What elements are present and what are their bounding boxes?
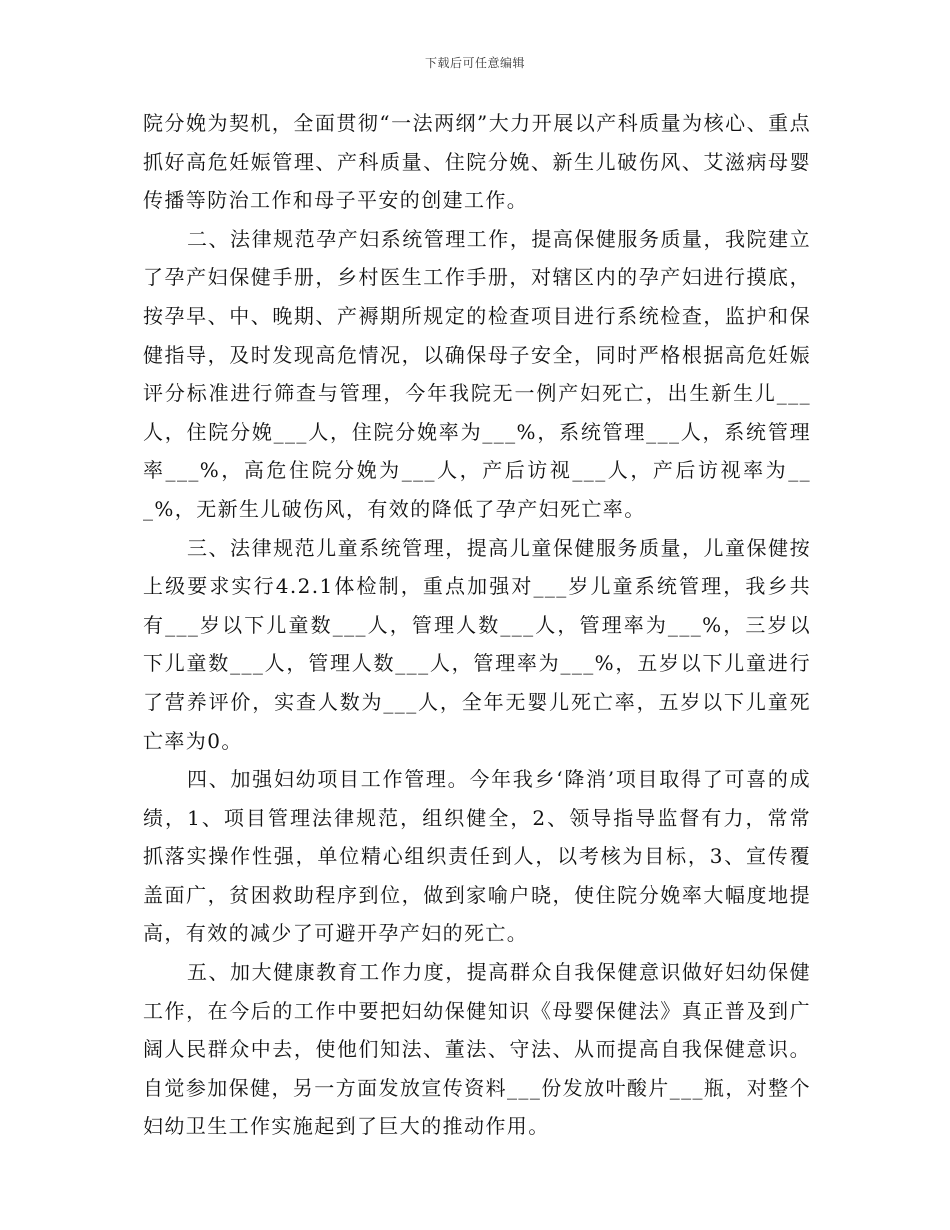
page-header-note: 下载后可任意编辑 bbox=[424, 56, 525, 70]
paragraph-continuation: 院分娩为契机，全面贯彻“一法两纲”大力开展以产科质量为核心、重点抓好高危妊娠管理、产科质量、住院分娩、新生儿破伤风、艾滋病母婴传播等防治工作和母子平安的创建工作。 bbox=[143, 111, 811, 213]
paragraph-section-4: 四、加强妇幼项目工作管理。今年我乡‘降消’项目取得了可喜的成绩，1、项目管理法律规范，组织健全，2、领导指导监督有力，常常抓落实操作性强，单位精心组织责任到人，以考核为目标，3、宣传覆盖面广，贫困救助程序到位，做到家喻户晓，使住院分娩率大幅度地提高，有效的减少了可避开孕产妇的死亡。 bbox=[143, 767, 811, 946]
paragraph-section-5: 五、加大健康教育工作力度，提高群众自我保健意识做好妇幼保健工作，在今后的工作中要把妇幼保健知识《母婴保健法》真正普及到广阔人民群众中去，使他们知法、董法、守法、从而提高自我保健意识。自觉参加保健，另一方面发放宣传资料___份发放叶酸片___瓶，对整个妇幼卫生工作实施起到了巨大的推动作用。 bbox=[143, 960, 811, 1139]
paragraph-section-3: 三、法律规范儿童系统管理，提高儿童保健服务质量，儿童保健按上级要求实行4.2.1体检制，重点加强对___岁儿童系统管理，我乡共有___岁以下儿童数___人，管理人数___人，管理率为___%，三岁以下儿童数___人，管理人数___人，管理率为___%，五岁以下儿童进行了营养评价，实查人数为___人，全年无婴儿死亡率，五岁以下儿童死亡率为0。 bbox=[143, 535, 811, 753]
paragraph-section-2: 二、法律规范孕产妇系统管理工作，提高保健服务质量，我院建立了孕产妇保健手册，乡村医生工作手册，对辖区内的孕产妇进行摸底，按孕早、中、晚期、产褥期所规定的检查项目进行系统检查，监护和保健指导，及时发现高危情况，以确保母子安全，同时严格根据高危妊娠评分标准进行筛查与管理，今年我院无一例产妇死亡，出生新生儿___人，住院分娩___人，住院分娩率为___%，系统管理___人，系统管理率___%，高危住院分娩为___人，产后访视___人，产后访视率为___%，无新生儿破伤风，有效的降低了孕产妇死亡率。 bbox=[143, 226, 811, 521]
document-body bbox=[143, 104, 811, 1146]
